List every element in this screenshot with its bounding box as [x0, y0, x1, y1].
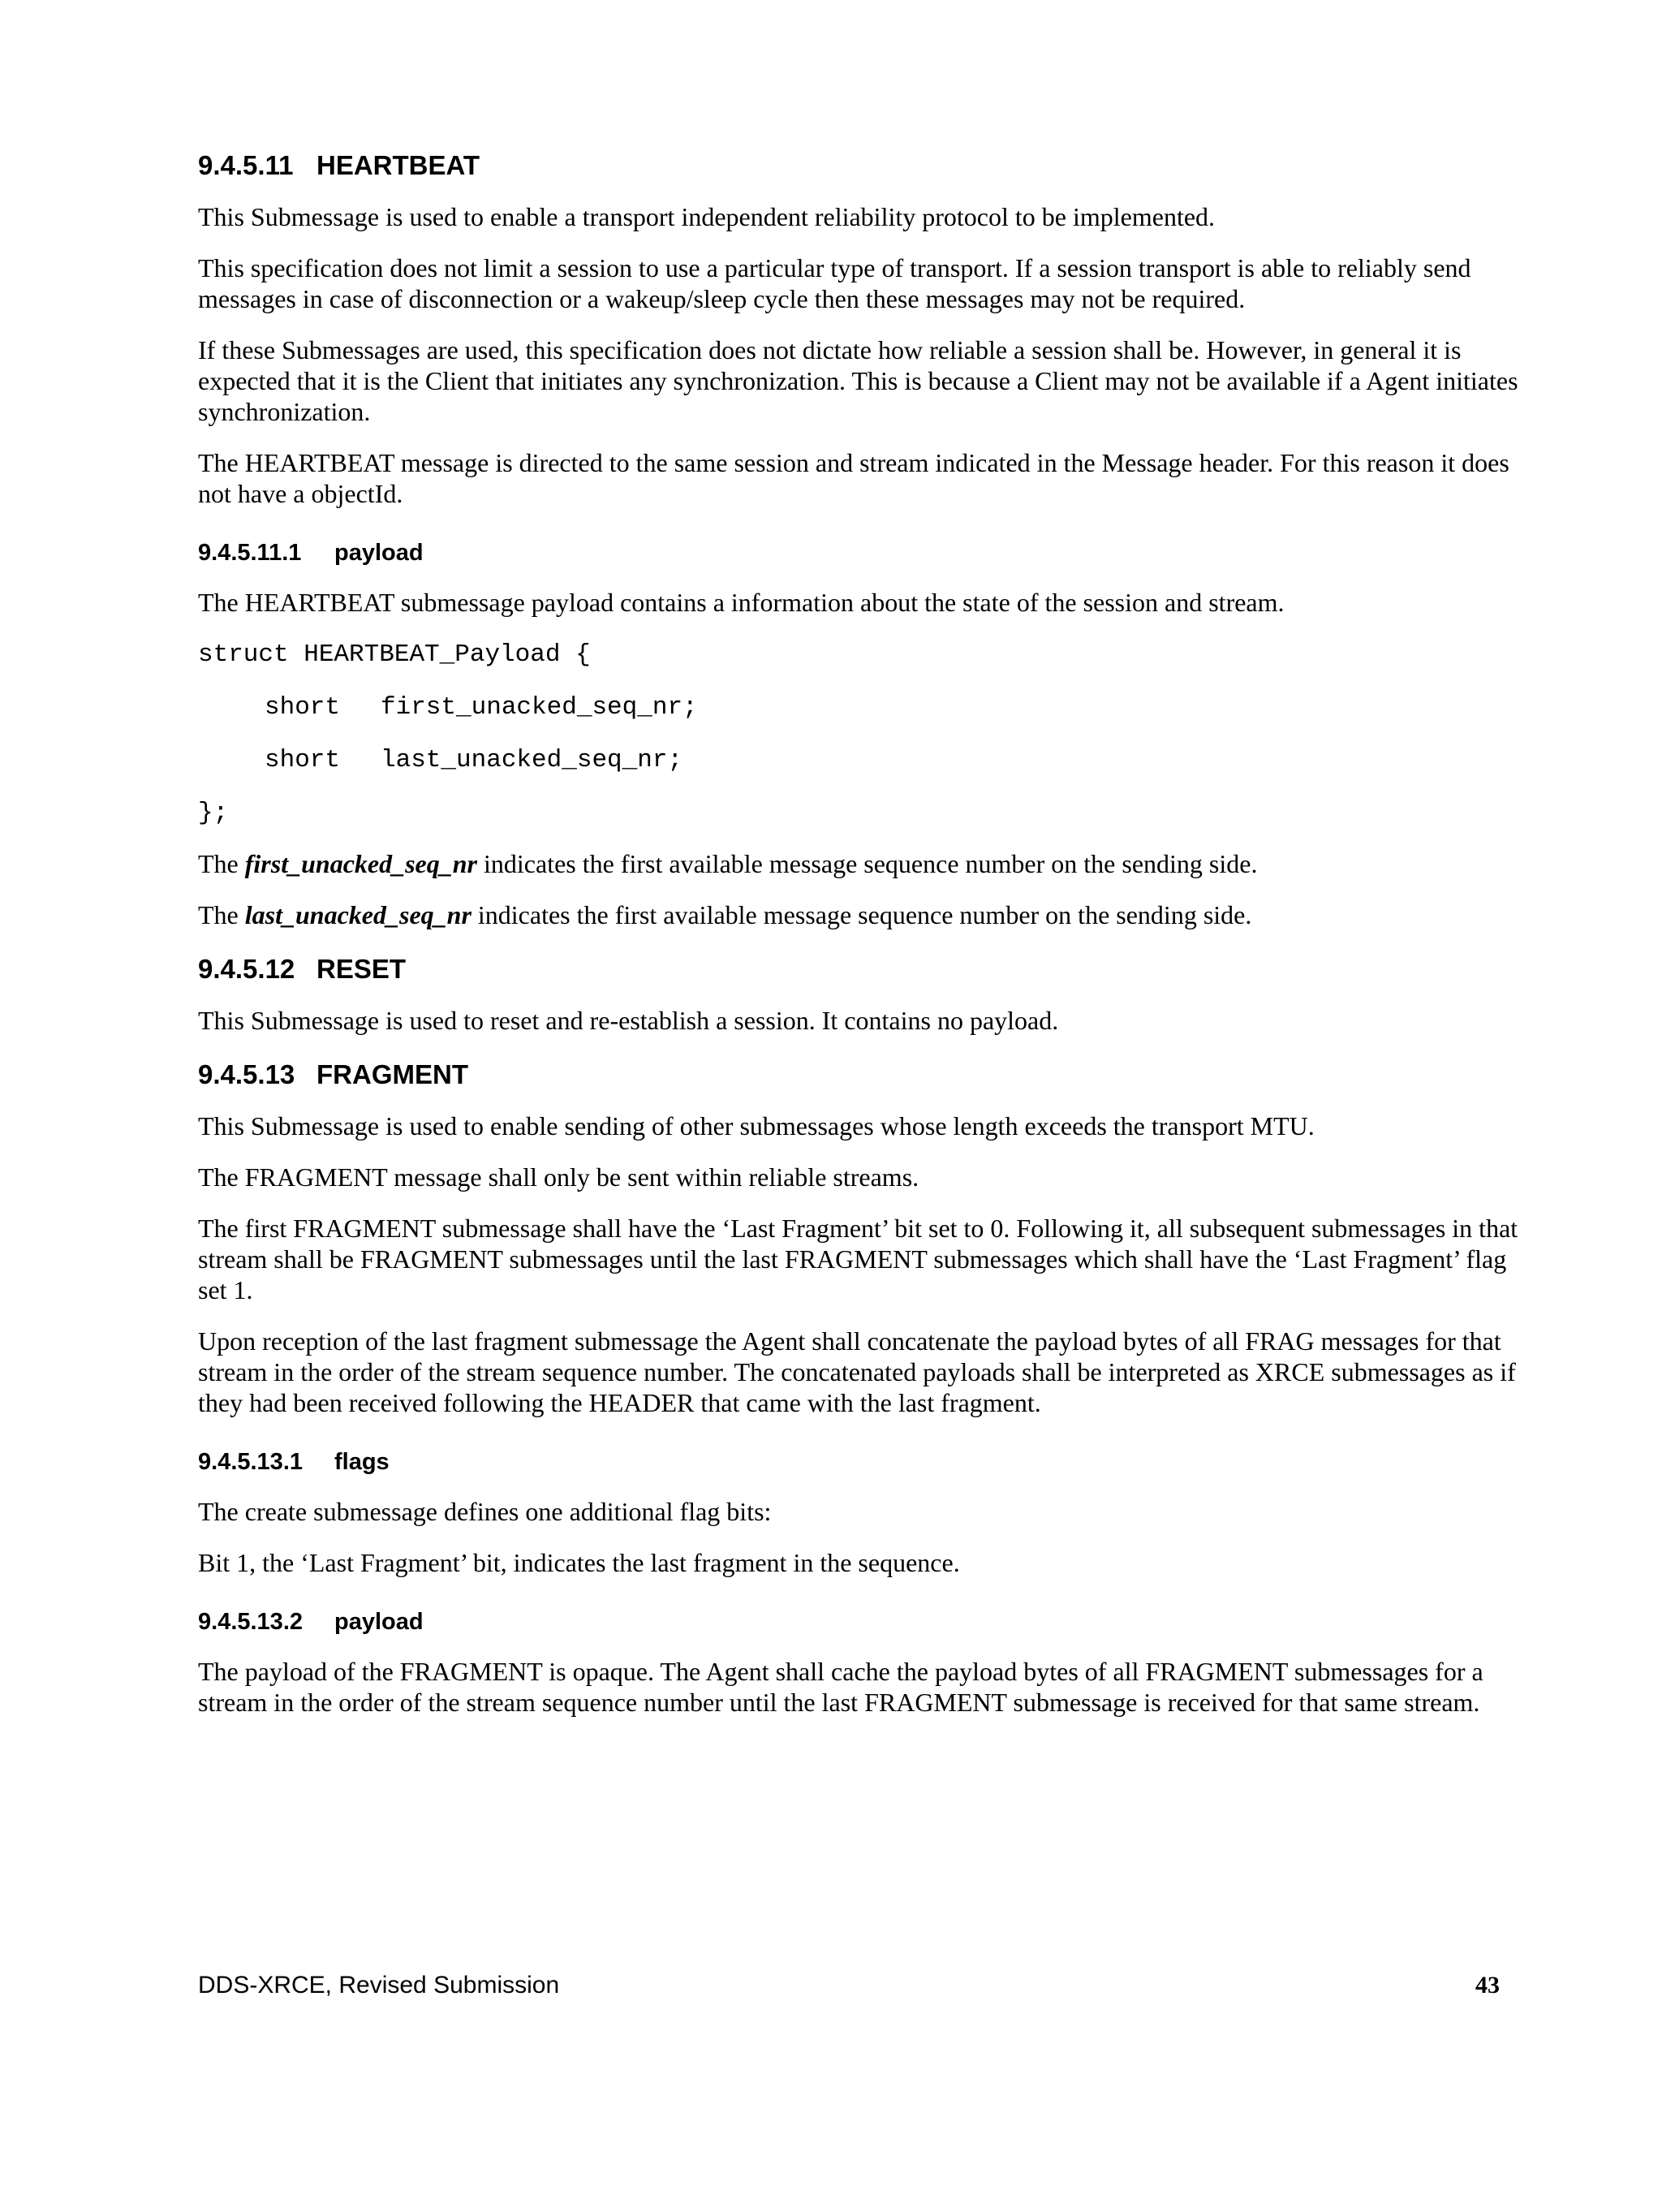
section-number: 9.4.5.12: [198, 954, 295, 984]
text-run: indicates the first available message sequence number on the sending side.: [471, 900, 1252, 929]
paragraph: Bit 1, the ‘Last Fragment’ bit, indicates the last fragment in the sequence.: [198, 1548, 960, 1577]
paragraph: The HEARTBEAT message is directed to the same session and stream indicated in the Message header. For this reason it does not have a objectId.: [198, 448, 1509, 508]
field-term: last_unacked_seq_nr: [244, 900, 471, 929]
text-run: indicates the first available message sequence number on the sending side.: [477, 849, 1258, 878]
subsection-number: 9.4.5.13.1: [198, 1449, 303, 1475]
paragraph: Upon reception of the last fragment submessage the Agent shall concatenate the payload bytes of all FRAG messages for that stream in the order of the stream sequence number. The concatenated payloads shall be interpreted as XRCE submessages as if they had been received following the HEADER that came with the last fragment.: [198, 1326, 1516, 1417]
section-heading-heartbeat: [198, 149, 1529, 182]
section-title: HEARTBEAT: [316, 150, 480, 180]
paragraph: The HEARTBEAT submessage payload contains a information about the state of the session and stream.: [198, 588, 1285, 617]
subsection-title: payload: [334, 1609, 424, 1635]
text-run: The: [198, 849, 245, 878]
code-field-name: first_unacked_seq_nr;: [381, 693, 698, 722]
text-run: The: [198, 900, 245, 929]
page-footer: [198, 1970, 1500, 2003]
subsection-number: 9.4.5.11.1: [198, 540, 302, 566]
section-number: 9.4.5.11: [198, 150, 294, 180]
code-field-type: short: [265, 693, 341, 722]
subsection-title: payload: [334, 540, 424, 566]
field-term: first_unacked_seq_nr: [244, 849, 477, 878]
footer-document-title: DDS-XRCE, Revised Submission: [198, 1972, 560, 1999]
paragraph: This Submessage is used to enable a transport independent reliability protocol to be implemented.: [198, 202, 1216, 231]
code-field-last: [198, 745, 1529, 776]
footer-page-number: 43: [1475, 1972, 1500, 1999]
section-heading-fragment: [198, 1059, 1529, 1091]
field-description-first: [198, 848, 1529, 879]
code-struct-close: };: [198, 799, 229, 827]
paragraph: This Submessage is used to enable sending of other submessages whose length exceeds the transport MTU.: [198, 1111, 1315, 1140]
paragraph: The first FRAGMENT submessage shall have the ‘Last Fragment’ bit set to 0. Following it, all subsequent submessages in that stream shall be FRAGMENT submessages until the last FRAGMENT submessages which shall have the ‘Last Fragment’ flag set 1.: [198, 1214, 1518, 1304]
section-number: 9.4.5.13: [198, 1059, 295, 1089]
paragraph: If these Submessages are used, this specification does not dictate how reliable a session shall be. However, in general it is expected that it is the Client that initiates any synchronization. This is because a Client may not be available if a Agent initiates synchronization.: [198, 335, 1518, 426]
subsection-heading-fragment-flags: [198, 1447, 1529, 1477]
page-body: [198, 140, 1529, 1718]
code-field-name: last_unacked_seq_nr;: [381, 746, 683, 774]
subsection-title: flags: [334, 1449, 390, 1475]
paragraph: This Submessage is used to reset and re-establish a session. It contains no payload.: [198, 1006, 1059, 1035]
subsection-heading-fragment-payload: [198, 1607, 1529, 1636]
code-struct-open: struct HEARTBEAT_Payload {: [198, 640, 591, 669]
paragraph: The create submessage defines one additional flag bits:: [198, 1497, 772, 1526]
subsection-heading-heartbeat-payload: [198, 538, 1529, 567]
paragraph: This specification does not limit a session to use a particular type of transport. If a session transport is able to reliably send messages in case of disconnection or a wakeup/sleep cycle then these messages may not be required.: [198, 253, 1471, 313]
subsection-number: 9.4.5.13.2: [198, 1609, 303, 1635]
section-title: FRAGMENT: [316, 1059, 468, 1089]
section-heading-reset: [198, 953, 1529, 985]
section-title: RESET: [316, 954, 407, 984]
field-description-last: [198, 899, 1529, 930]
code-field-first: [198, 692, 1529, 723]
paragraph: The payload of the FRAGMENT is opaque. The Agent shall cache the payload bytes of all FRAGMENT submessages for a stream in the order of the stream sequence number until the last FRAGMENT submessage is received for that same stream.: [198, 1657, 1483, 1717]
code-field-type: short: [265, 746, 341, 774]
paragraph: The FRAGMENT message shall only be sent within reliable streams.: [198, 1162, 919, 1192]
